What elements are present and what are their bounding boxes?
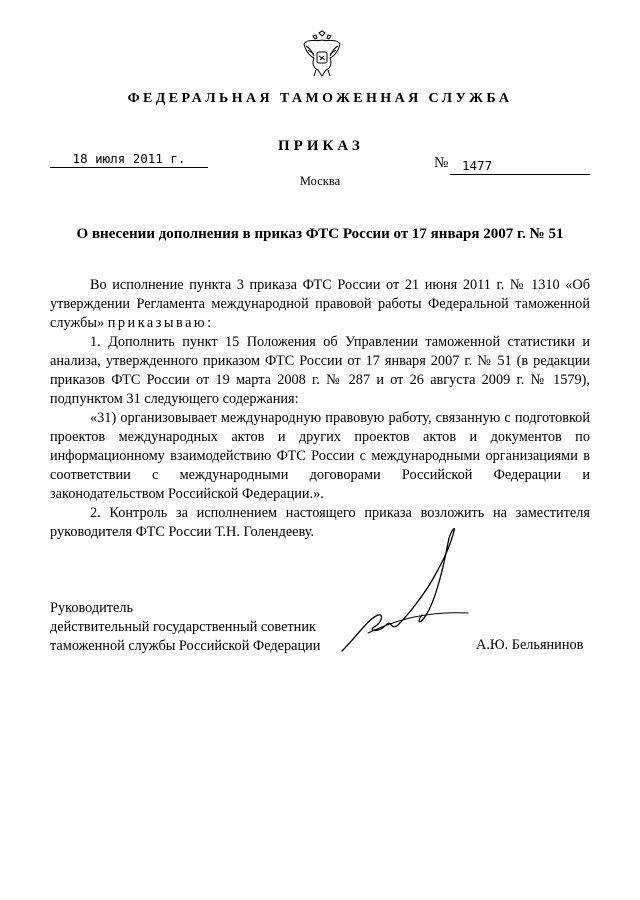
signatory-block	[50, 599, 320, 656]
number-sign: №	[434, 155, 449, 171]
number-field	[450, 158, 590, 175]
paragraph-preamble	[50, 276, 590, 333]
signatory-rank-1: действительный государственный советник	[50, 619, 316, 635]
paragraph-item-1: 1. Дополнить пункт 15 Положения об Управлении таможенной статистики и анализа, утвержденного приказом ФТС России от 17 января 2007 г. № 51 (в редакции приказов ФТС России от 19 марта 2008 г. № 287 и от 26 августа 2009 г. № 1579), подпунктом 31 следующего содержания:	[50, 334, 590, 407]
coat-of-arms-emblem-icon	[302, 30, 342, 80]
paragraph-quote: «31) организовывает международную правовую работу, связанную с подготовкой проектов международных актов и других проектов актов и документов по информационному взаимодействию ФТС России с международными организациями в соответствии с международными договорами Российской Федерации и законодательством Российской Федерации.».	[50, 410, 590, 502]
handwritten-signature-icon	[338, 523, 478, 663]
preamble-text: Во исполнение пункта 3 приказа ФТС России от 21 июня 2011 г. № 1310 «Об утверждении Регламента международной правовой работы Федеральной таможенной службы»	[50, 277, 590, 331]
signatory-name: А.Ю. Бельянинов	[476, 637, 584, 653]
order-subject: О внесении дополнения в приказ ФТС России от 17 января 2007 г. № 51	[76, 226, 564, 242]
agency-name: ФЕДЕРАЛЬНАЯ ТАМОЖЕННАЯ СЛУЖБА	[127, 91, 513, 106]
paragraph-item-2: 2. Контроль за исполнением настоящего приказа возложить на заместителя руководителя ФТС России Т.Н. Голендееву.	[50, 505, 590, 540]
order-word: приказываю:	[107, 315, 214, 331]
order-date: 18 июля 2011 г.	[72, 151, 186, 166]
date-field	[50, 151, 208, 168]
signatory-rank-2: таможенной службы Российской Федерации	[50, 638, 321, 654]
order-number: 1477	[462, 158, 493, 173]
order-body	[50, 276, 590, 542]
signatory-position: Руководитель	[50, 600, 134, 616]
document-type-title: ПРИКАЗ	[278, 138, 364, 154]
city: Москва	[299, 174, 341, 188]
